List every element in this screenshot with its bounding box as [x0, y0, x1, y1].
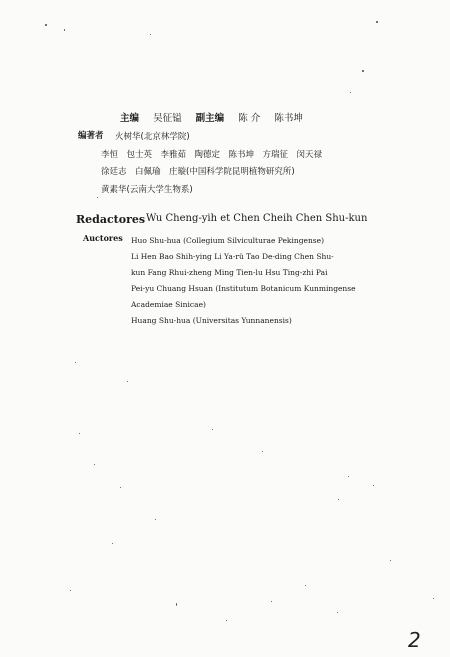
- compilers-list: [101, 129, 323, 199]
- scan-speck: [338, 499, 339, 500]
- scan-speck: [362, 70, 364, 72]
- compilers-line: 李恒 包士英 李雅茹 陶德定 陈书坤 方瑞征 闵天禄: [101, 149, 323, 160]
- scan-speck: [79, 433, 80, 434]
- scan-speck: [94, 464, 95, 465]
- scan-speck: [262, 451, 263, 452]
- redactores-label: Redactores: [76, 213, 146, 226]
- auctores-line: kun Fang Rhui-zheng Ming Tien-lu Hsu Ting-zhi Pai: [131, 268, 328, 277]
- scan-speck: [376, 21, 378, 23]
- chief-editor-name: 吴征镒: [153, 113, 182, 124]
- scan-speck: [70, 590, 71, 591]
- scan-speck: [127, 381, 128, 382]
- vice-editor-name-2: 陈书坤: [274, 113, 303, 124]
- scan-speck: [75, 362, 76, 363]
- auctores-label: Auctores: [83, 233, 123, 243]
- auctores-line: Academiae Sinicae): [131, 300, 206, 309]
- scan-speck: [64, 29, 65, 31]
- vice-editor-label: 副主编: [195, 113, 225, 124]
- compilers-line: 黄素华(云南大学生物系): [101, 184, 193, 195]
- chief-editors-line: [120, 110, 303, 124]
- scan-speck: [433, 598, 434, 599]
- vice-editor-name-1: 陈 介: [238, 113, 261, 124]
- scan-speck: [305, 585, 306, 586]
- page-number: 2: [408, 628, 421, 652]
- auctores-list: [131, 233, 356, 329]
- auctores-line: Huo Shu-hua (Collegium Silviculturae Pekingense): [131, 236, 324, 245]
- compilers-line: 徐廷志 白佩瑜 庄璇(中国科学院昆明植物研究所): [101, 167, 295, 177]
- scan-speck: [226, 620, 227, 621]
- scan-speck: [112, 543, 113, 544]
- scan-speck: [150, 34, 151, 35]
- auctores-line: Huang Shu-hua (Universitas Yunnanensis): [131, 316, 292, 325]
- chief-editor-label: 主编: [120, 113, 140, 124]
- scan-speck: [373, 485, 374, 486]
- scan-speck: [348, 476, 349, 477]
- scan-speck: [120, 487, 121, 488]
- scan-speck: [176, 603, 177, 606]
- auctores-line: Pei-yu Chuang Hsuan (Institutum Botanicum Kunmingense: [131, 284, 356, 293]
- scan-speck: [337, 612, 338, 613]
- scan-speck: [350, 92, 351, 93]
- scan-speck: [390, 560, 391, 561]
- scan-speck: [97, 197, 98, 198]
- scan-speck: [155, 519, 156, 520]
- compilers-line: 火树华(北京林学院): [115, 132, 190, 142]
- auctores-line: Li Hen Bao Shih-ying Li Ya-rü Tao De-ding Chen Shu-: [131, 252, 334, 261]
- scan-speck: [212, 429, 213, 430]
- scan-speck: [45, 24, 47, 26]
- redactores-names: Wu Cheng-yih et Chen Cheih Chen Shu-kun: [146, 213, 368, 224]
- compilers-label: 编著者: [78, 131, 104, 141]
- scan-speck: [271, 601, 272, 602]
